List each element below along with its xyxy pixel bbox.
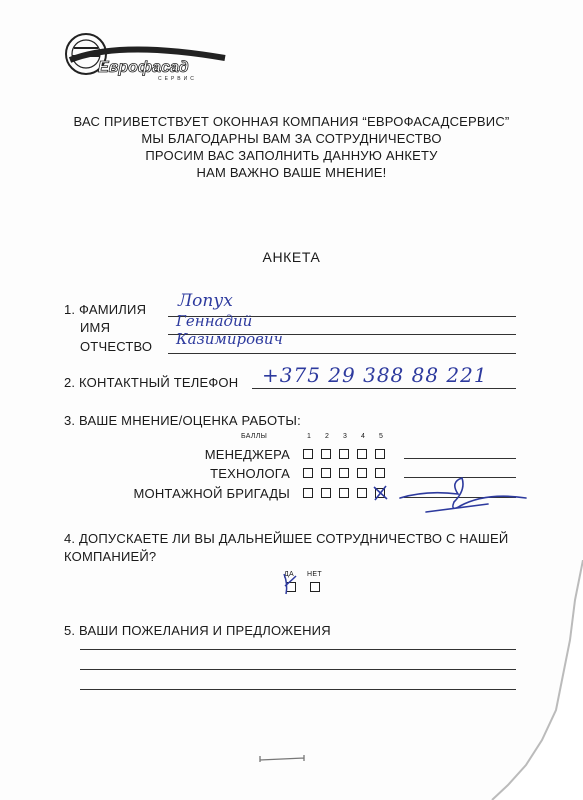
rating-row-technologist: ТЕХНОЛОГА [210,466,290,481]
phone-field[interactable]: +375 29 388 88 221 [262,363,488,387]
suggestions-line-2[interactable] [80,669,516,670]
patronymic-line [168,353,516,354]
suggestions-line-1[interactable] [80,649,516,650]
phone-label: 2. КОНТАКТНЫЙ ТЕЛЕФОН [64,375,239,390]
manager-score-2-checkbox[interactable] [321,449,331,459]
technologist-score-4-checkbox[interactable] [357,468,367,478]
rating-row-manager: МЕНЕДЖЕРА [204,447,290,462]
installers-score-1-checkbox[interactable] [303,488,313,498]
suggestions-line-3[interactable] [80,689,516,690]
rating-row-installers: МОНТАЖНОЙ БРИГАДЫ [133,486,290,501]
torn-paper-edge [478,560,583,800]
cooperation-question-line-1: 4. ДОПУСКАЕТЕ ЛИ ВЫ ДАЛЬНЕЙШЕЕ СОТРУДНИЧЕСТВО С НАШЕЙ [64,531,509,546]
greeting-line-4: НАМ ВАЖНО ВАШЕ МНЕНИЕ! [196,165,387,180]
manager-score-4-checkbox[interactable] [357,449,367,459]
name-label: ИМЯ [80,320,111,335]
yes-label: ДА [284,571,295,578]
patronymic-label: ОТЧЕСТВО [80,339,153,354]
signature [396,468,536,532]
installers-score-5-checkmark [372,484,390,502]
surname-label: 1. ФАМИЛИЯ [64,302,147,317]
greeting-line-3: ПРОСИМ ВАС ЗАПОЛНИТЬ ДАННУЮ АНКЕТУ [145,148,438,163]
greeting-line-1: ВАС ПРИВЕТСТВУЕТ ОКОННАЯ КОМПАНИЯ “ЕВРОФАСАДСЕРВИС” [73,114,510,129]
score-header: БАЛЛЫ [241,433,268,440]
form-title: АНКЕТА [262,249,321,265]
installers-score-3-checkbox[interactable] [339,488,349,498]
rating-label: 3. ВАШЕ МНЕНИЕ/ОЦЕНКА РАБОТЫ: [64,413,301,428]
cooperation-question-line-2: КОМПАНИЕЙ? [64,549,157,564]
score-4: 4 [361,433,366,440]
logo-subtext: СЕРВИС [158,76,197,82]
manager-score-5-checkbox[interactable] [375,449,385,459]
company-logo [60,30,230,82]
installers-score-4-checkbox[interactable] [357,488,367,498]
installers-score-2-checkbox[interactable] [321,488,331,498]
patronymic-field[interactable]: Казимирович [176,330,283,348]
manager-comment-line [404,458,516,459]
technologist-score-3-checkbox[interactable] [339,468,349,478]
no-label: НЕТ [307,571,322,578]
score-2: 2 [325,433,330,440]
score-5: 5 [379,433,384,440]
technologist-score-5-checkbox[interactable] [375,468,385,478]
manager-score-1-checkbox[interactable] [303,449,313,459]
cooperation-yes-checkmark [280,572,300,598]
surname-field[interactable]: Лопух [178,291,233,311]
score-1: 1 [307,433,312,440]
staple-mark [258,752,308,764]
technologist-score-1-checkbox[interactable] [303,468,313,478]
manager-score-3-checkbox[interactable] [339,449,349,459]
logo-wordmark: Еврофасад [98,59,189,76]
suggestions-label: 5. ВАШИ ПОЖЕЛАНИЯ И ПРЕДЛОЖЕНИЯ [64,623,331,638]
technologist-score-2-checkbox[interactable] [321,468,331,478]
phone-line [252,388,516,389]
cooperation-no-checkbox[interactable] [310,582,320,592]
score-3: 3 [343,433,348,440]
greeting-line-2: МЫ БЛАГОДАРНЫ ВАМ ЗА СОТРУДНИЧЕСТВО [141,131,442,146]
name-field[interactable]: Геннадий [176,312,253,330]
